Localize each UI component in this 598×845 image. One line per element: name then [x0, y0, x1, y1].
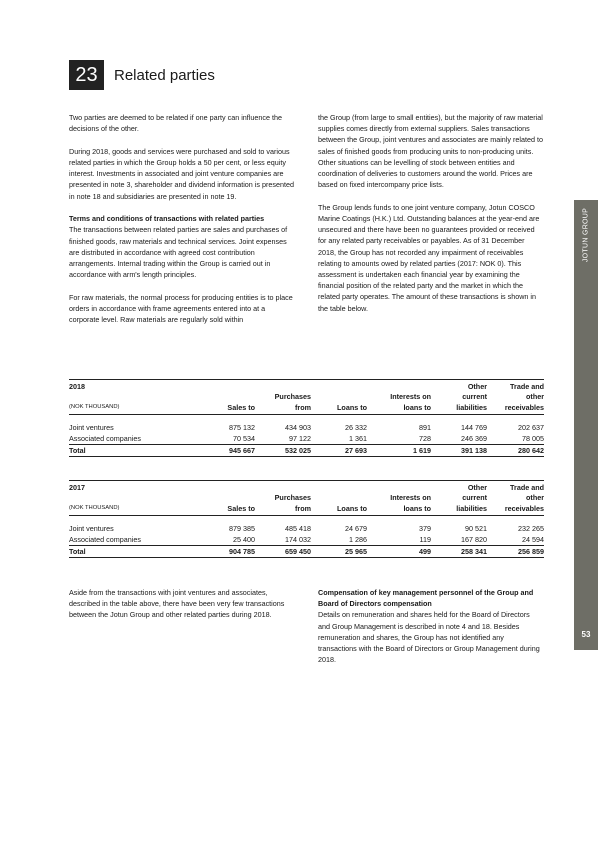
- table-header-row: [69, 503, 544, 516]
- column-header: current: [462, 493, 487, 502]
- cell: 26 332: [345, 423, 367, 432]
- row-label: Total: [69, 445, 179, 457]
- column-header: Loans to: [311, 402, 367, 415]
- section-heading: Terms and conditions of transactions with related parties: [69, 214, 265, 224]
- bottom-right-text: [318, 587, 543, 677]
- table-row: [69, 433, 544, 445]
- column-header: Loans to: [311, 503, 367, 516]
- cell: 24 594: [522, 535, 544, 544]
- row-label: Joint ventures: [69, 524, 114, 533]
- section-heading: Compensation of key management personnel of the Group and Board of Directors compensation: [318, 588, 534, 609]
- side-label-text: JOTUN GROUP: [582, 207, 590, 263]
- column-header: Trade and: [487, 481, 544, 494]
- table-total-row: [69, 546, 544, 558]
- unit-label: (NOK THOUSAND): [69, 402, 179, 415]
- row-label: Joint ventures: [69, 423, 114, 432]
- paragraph-text: The transactions between related parties are sales and purchases of finished goods, raw materials and technical services. Joint expenses are distributed in accordance with agreed cost contribution arrangements. Internal trading within the Group is carried out in accordance with arm's length principles.: [69, 225, 288, 280]
- cell: 1 361: [349, 434, 367, 443]
- paragraph: Aside from the transactions with joint ventures and associates, described in the table above, there have been very few transactions between the Jotun Group and other related parties during 2018.: [69, 588, 285, 620]
- cell: 258 341: [431, 546, 487, 558]
- table-header-row: [69, 392, 544, 402]
- cell: 97 122: [289, 434, 311, 443]
- paragraph: [318, 587, 543, 665]
- row-label: Associated companies: [69, 434, 141, 443]
- column-header: receivables: [487, 402, 544, 415]
- cell: 499: [367, 546, 431, 558]
- table-year-row: [69, 380, 544, 393]
- column-header: Purchases: [274, 392, 311, 401]
- table-row: [69, 422, 544, 433]
- table-year: 2017: [69, 481, 179, 494]
- cell: 879 385: [229, 524, 255, 533]
- cell: 174 032: [285, 535, 311, 544]
- paragraph: the Group (from large to small entities), but the majority of raw material supplies comes directly from external suppliers. Sales transactions between the Group, joint ventures and associates are mainly related to sales of finished goods from producing units to non-producing units. Other situations can be levelling of stock between entities and coordination of deliveries to customers around the world. Prices are based on fixed intercompany price lists.: [318, 113, 543, 190]
- cell: 70 534: [233, 434, 255, 443]
- cell: 25 400: [233, 535, 255, 544]
- table-row: [69, 523, 544, 534]
- cell: 485 418: [285, 524, 311, 533]
- paragraph: Two parties are deemed to be related if one party can influence the decisions of the other.: [69, 113, 282, 134]
- related-party-table-2017: [69, 480, 544, 558]
- cell: 167 820: [461, 535, 487, 544]
- cell: 27 693: [311, 445, 367, 457]
- cell: 391 138: [431, 445, 487, 457]
- table-year-row: [69, 481, 544, 494]
- cell: 891: [419, 423, 431, 432]
- column-header: other: [526, 392, 544, 401]
- cell: 728: [419, 434, 431, 443]
- table-row: [69, 534, 544, 546]
- table-year: 2018: [69, 380, 179, 393]
- right-text-column: [318, 112, 543, 325]
- table-total-row: [69, 445, 544, 457]
- paragraph: During 2018, goods and services were purchased and sold to various related parties in which the Group holds a 50 per cent, or less equity interest. Investments in associated and joint venture companies are presented in note 3, shareholder and dividend information is presented in note 18 and subsidiaries are presented in note 19.: [69, 146, 294, 201]
- cell: 24 679: [345, 524, 367, 533]
- table-header-row: [69, 493, 544, 503]
- cell: 434 903: [285, 423, 311, 432]
- column-header: Sales to: [179, 402, 255, 415]
- row-label: Associated companies: [69, 535, 141, 544]
- page-number: 53: [581, 630, 591, 639]
- column-header: Other: [431, 481, 487, 494]
- cell: 144 769: [461, 423, 487, 432]
- column-header: receivables: [487, 503, 544, 516]
- paragraph: [69, 213, 295, 280]
- cell: 232 265: [518, 524, 544, 533]
- cell: 256 859: [487, 546, 544, 558]
- row-label: Total: [69, 546, 179, 558]
- column-header: Other: [431, 380, 487, 393]
- left-text-column: [69, 112, 295, 337]
- cell: 875 132: [229, 423, 255, 432]
- related-party-table-2018: [69, 379, 544, 457]
- side-section-label: [574, 200, 598, 270]
- column-header: loans to: [367, 402, 431, 415]
- column-header: other: [526, 493, 544, 502]
- cell: 532 025: [255, 445, 311, 457]
- paragraph: The Group lends funds to one joint venture company, Jotun COSCO Marine Coatings (H.K.) Ltd. Outstanding balances at the year-end are unsecured and there have been no guarantees provided or received for any related party receivables or payables. As of 31 December 2018, the Group has not recorded any impairment of receivables relating to amounts owed by related parties (2017: NOK 0). This assessment is undertaken each financial year by examining the financial position of the related party and the market in which the related party operates. The amount of these transactions is shown in the table below.: [318, 202, 540, 313]
- cell: 659 450: [255, 546, 311, 558]
- paragraph: For raw materials, the normal process for producing entities is to place orders in accordance with frame agreements entered into at a corporate level. Raw materials are regularly sold within: [69, 292, 293, 325]
- column-header: Purchases: [274, 493, 311, 502]
- column-header: liabilities: [431, 503, 487, 516]
- cell: 246 369: [461, 434, 487, 443]
- cell: 1 286: [349, 535, 367, 544]
- paragraph-text: Details on remuneration and shares held for the Board of Directors and Group Management is described in note 4 and 18. Besides remuneration and shares, the Group has not identified any transactions with the Board of Directors or Group Management during 2018.: [318, 610, 540, 665]
- cell: 904 785: [179, 546, 255, 558]
- column-header: Sales to: [179, 503, 255, 516]
- cell: 1 619: [367, 445, 431, 457]
- note-number: 23: [69, 60, 104, 90]
- bottom-left-text: [69, 587, 295, 632]
- column-header: Trade and: [487, 380, 544, 393]
- note-title: Related parties: [114, 67, 215, 84]
- column-header: liabilities: [431, 402, 487, 415]
- cell: 945 667: [179, 445, 255, 457]
- cell: 379: [419, 524, 431, 533]
- cell: 202 637: [518, 423, 544, 432]
- unit-label: (NOK THOUSAND): [69, 503, 179, 516]
- column-header: Interests on: [390, 493, 431, 502]
- table-header-row: [69, 402, 544, 415]
- cell: 78 005: [522, 434, 544, 443]
- column-header: loans to: [367, 503, 431, 516]
- cell: 280 642: [487, 445, 544, 457]
- cell: 119: [419, 535, 431, 544]
- cell: 25 965: [311, 546, 367, 558]
- column-header: current: [462, 392, 487, 401]
- column-header: Interests on: [390, 392, 431, 401]
- column-header: from: [255, 402, 311, 415]
- column-header: from: [255, 503, 311, 516]
- cell: 90 521: [465, 524, 487, 533]
